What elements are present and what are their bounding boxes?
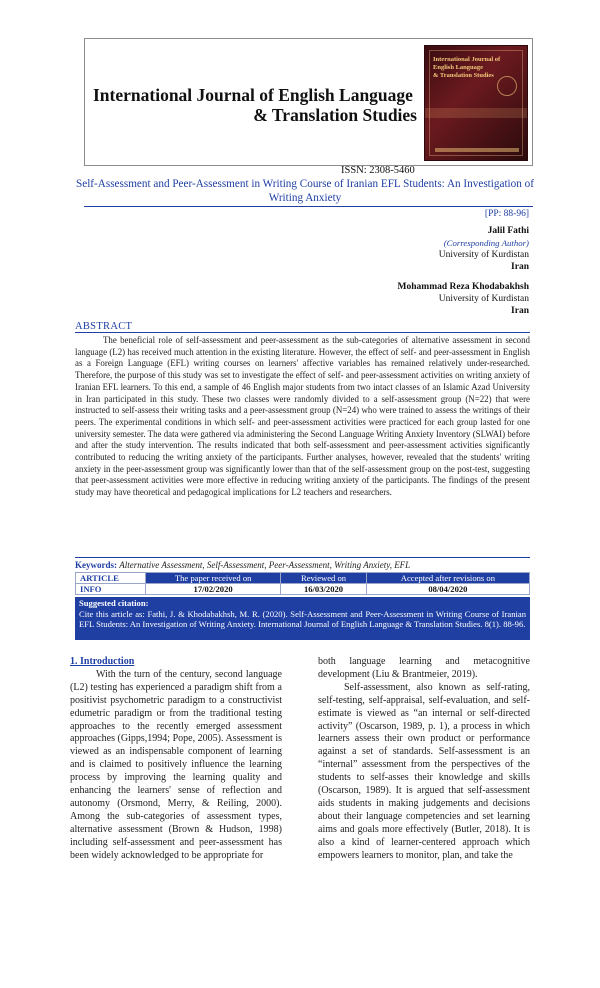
keywords-value: Alternative Assessment, Self-Assessment, Peer-Assessment, Writing Anxiety, EFL: [119, 560, 411, 570]
body-paragraph: Self-assessment, also known as self-rating, self-testing, self-appraisal, self-evaluation, and self-estimate is viewed as “an internal or self-directed activity” (Oscarson, 1989, p. 1), a process in which learners assess their own product or performance against a set of standards. Self-assessment is an “internal” assessment from the perspectives of the students to self-asses their knowledge and skills (Oscarson, 1989). It is argued that self-assessment aids students in making judgements and decisions about their language competencies and set learning aims and goals more effectively (Butler, 2018). It is also a kind of learner-centered approach which empowers learners to monitor, plan, and take the: [318, 681, 530, 861]
cover-line1: International Journal of: [433, 56, 501, 63]
reviewed-label: Reviewed on: [281, 573, 367, 584]
issn: ISSN: 2308-5460: [341, 165, 415, 176]
author-country: Iran: [511, 262, 529, 272]
cover-title: [433, 56, 523, 80]
body-paragraph: both language learning and metacognitive development (Liu & Brantmeier, 2019).: [318, 656, 530, 680]
accepted-label: Accepted after revisions on: [366, 573, 529, 584]
cover-line3: & Translation Studies: [433, 72, 494, 79]
article-info-label: ARTICLE: [76, 573, 146, 584]
journal-title: [93, 85, 423, 125]
body-paragraph: With the turn of the century, second language (L2) testing has experienced a paradigm shift from a positivist psychometric paradigm to a constructivist edumetric paradigm or from the traditional testing approaches to the recently emerged assessment approaches (Gipps,1994; Pope, 2005). Assessment is viewed as an indispensable component of learning and is claimed to positively influence the learning process by improving the learning quality and enhancing the learners' sense of reflection and autonomy (Orsmond, Merry, & Reiling, 2000). Among the sub-categories of assessment types, alternative assessment (Brown & Hudson, 1998) including self-assessment and peer-assessment has been widely acknowledged to be appropriate for: [70, 668, 282, 861]
journal-title-line2: & Translation Studies: [253, 105, 417, 125]
article-info-label-2: INFO: [76, 584, 146, 595]
keywords-line: [75, 557, 530, 573]
section-heading: 1. Introduction: [70, 656, 135, 667]
cover-band: [425, 108, 527, 118]
article-title: Self-Assessment and Peer-Assessment in Writing Course of Iranian EFL Students: An Investigation of Writing Anxiety: [76, 178, 534, 204]
body-column-left: [70, 656, 282, 863]
journal-cover-image: [424, 45, 528, 161]
author-affiliation: University of Kurdistan: [438, 250, 529, 260]
suggested-citation-box: [75, 597, 530, 640]
cover-line2: English Language: [433, 64, 484, 71]
author-name: Jalil Fathi: [487, 226, 529, 236]
author-role: (Corresponding Author): [443, 238, 529, 248]
page-range: [PP: 88-96]: [484, 209, 529, 219]
reviewed-date: 16/03/2020: [281, 584, 367, 595]
abstract-text: The beneficial role of self-assessment and peer-assessment as the sub-categories of alternative assessment in second language (L2) has received much attention in the existing literature. However, the effect of self- and peer-assessment in English as a Foreign Language (EFL) writing courses on learners' affective variables has remained relatively under-researched. Therefore, the purpose of this study was set to investigate the effect of self- and peer-assessment activities on writing anxiety of Iranian EFL learners. To this end, a sample of 46 English major students from two intact classes of an Islamic Azad University in Iran participated in this study. These two classes were randomly divided to a self-assessment group (N=22) that were instructed to self-assess their writing tasks and a peer-assessment group (N=24) who were trained to assess the writings of their peers. The experimental conditions in which self- and peer-assessment activities were practiced for each group lasted for one university semester. The data were gathered via administering the Second Language Writing Anxiety Inventory (SLWAI) before and after the study intervention. The results indicated that both self-assessment and peer-assessment activities significantly contributed to reducing the writing anxiety of the participants. Further analyses, however, revealed that the students' writing anxiety in the peer-assessment group was significantly lower than that of the self-assessment group on the post-test, suggesting that peer-assessment activities were more effective in reducing writing anxiety of the participants. The findings of the present study may have theoretical and pedagogical implications for L2 teachers and researchers.: [75, 335, 530, 498]
author-name: Mohammad Reza Khodabakhsh: [397, 282, 529, 292]
author-country: Iran: [511, 306, 529, 316]
author-block-1: [439, 225, 529, 273]
keywords-label: Keywords:: [75, 560, 117, 570]
received-date: 17/02/2020: [146, 584, 281, 595]
citation-heading: Suggested citation:: [79, 598, 149, 608]
journal-banner: [84, 38, 533, 176]
cover-footer-strip: [435, 148, 519, 152]
body-column-right: [318, 656, 530, 863]
author-block-2: [398, 281, 529, 317]
abstract-divider: [75, 332, 530, 333]
title-divider: [84, 206, 533, 207]
abstract-heading: ABSTRACT: [75, 321, 133, 332]
received-label: The paper received on: [146, 573, 281, 584]
accepted-date: 08/04/2020: [366, 584, 529, 595]
journal-title-line1: International Journal of English Language: [93, 85, 413, 105]
citation-text: Cite this article as: Fathi, J. & Khodabakhsh, M. R. (2020). Self-Assessment and Peer-Assessment in Writing Course of Iranian EFL Students: An Investigation of Writing Anxiety. International Journal of English Language & Translation Studies. 8(1). 88-96.: [79, 608, 526, 630]
author-affiliation: University of Kurdistan: [438, 294, 529, 304]
article-info-table: [75, 572, 530, 595]
